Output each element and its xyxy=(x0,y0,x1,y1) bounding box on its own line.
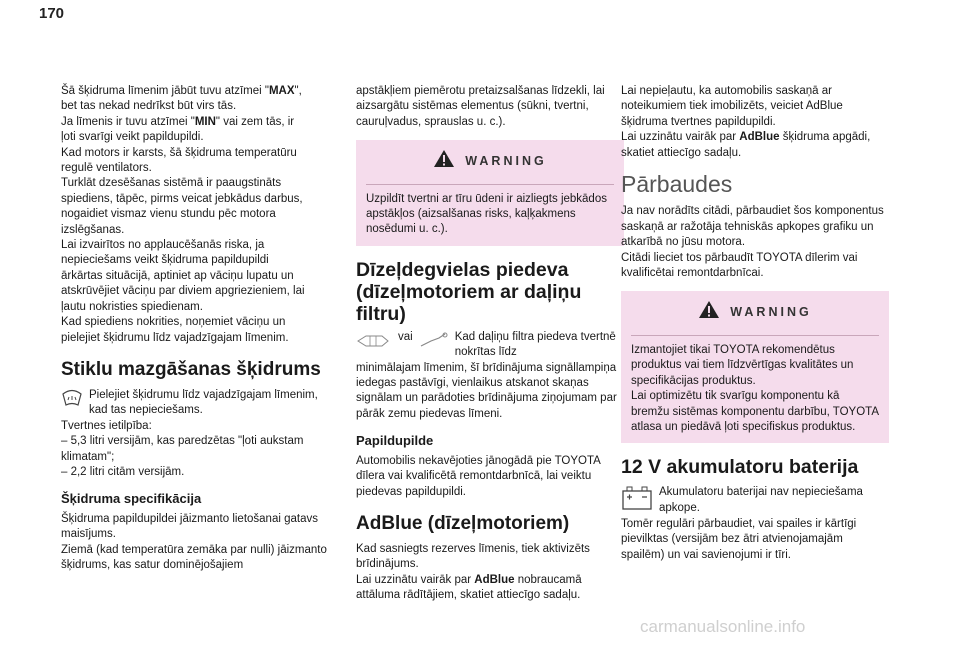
adblue-text-2: Lai uzzinātu vairāk par AdBlue nobraucamā attāluma rādītājiem, skatiet attiecīgo sadaļu. xyxy=(356,573,582,602)
adblue-text-1: Kad sasniegts rezerves līmenis, tiek aktivizēts brīdinājums. xyxy=(356,542,590,571)
washer-icon-text: Pielejiet šķidrumu līdz vajadzīgajam līmenim, kad tas nepieciešams. xyxy=(89,388,318,417)
battery-icon-text: Akumulatoru baterijai nav nepieciešama apkope. xyxy=(659,486,863,514)
additive-warning-icon xyxy=(419,332,449,355)
or-text: vai xyxy=(398,330,413,343)
refill-text: Automobilis nekavējoties jānogādā pie TOYOTA dīlera vai kvalificētā remontdarbnīcā, lai veiktu piedevas papildupildi. xyxy=(356,454,601,498)
bold-level-mark: MIN xyxy=(194,115,216,128)
capacity-item-1: – 5,3 litri versijām, kas paredzētas "ļoti aukstam klimatam"; xyxy=(61,435,304,463)
warning-box-washer xyxy=(356,140,624,246)
fluid-spec-text: Šķidruma papildupildei jāizmanto lietošanai gatavs maisījums. Ziemā (kad temperatūra zemāka par nulli) jāizmanto šķidrums, kas satur dominējošajiem xyxy=(61,512,327,571)
windshield-washer-icon xyxy=(61,388,83,413)
column-3 xyxy=(621,84,889,563)
column-2 xyxy=(356,84,624,604)
washer-fluid-heading: Stiklu mazgāšanas šķidrums xyxy=(61,358,321,380)
diesel-icon-row xyxy=(356,332,624,361)
fluid-spec-heading: Šķidruma specifikācija xyxy=(61,491,202,507)
warning-label: WARNING xyxy=(730,304,812,319)
page-number: 170 xyxy=(39,5,65,22)
adblue-heading: AdBlue (dīzeļmotoriem) xyxy=(356,512,570,534)
warning-label: WARNING xyxy=(465,153,547,168)
checks-text: Ja nav norādīts citādi, pārbaudiet šos komponentus saskaņā ar ražotāja tehniskās apkopes grafiku un atkarībā no jūsu motora. Citādi lieciet tos pārbaudīt TOYOTA dīlerim vai kvalificētai remontdarbnīcai. xyxy=(621,205,884,280)
warning-text: Izmantojiet tikai TOYOTA rekomendētus produktus vai tiem līdzvērtīgas kvalitātes un specifikācijas produktus. Lai optimizētu tik svarīgu komponentu kā bremžu sistēmas komponentu darbību, TOYOTA atlasa un piedāvā ļoti specifiskus produktus. xyxy=(631,343,879,433)
battery-text: Tomēr regulāri pārbaudiet, vai spailes ir kārtīgi pievilktas (versijām bez ātri atvienojamajām spailēm) un vai savienojumi ir tīri. xyxy=(621,517,857,561)
adblue-supply-text: Lai uzzinātu vairāk par AdBlue šķidruma apgādi, skatiet attiecīgo sadaļu. xyxy=(621,131,871,159)
checks-heading: Pārbaudes xyxy=(621,171,733,198)
diesel-additive-heading: Dīzeļdegvielas piedeva (dīzeļmotoriem ar daļiņu filtru) xyxy=(356,258,582,325)
watermark: carmanualsonline.info xyxy=(640,617,806,636)
bold-level-mark: MAX xyxy=(268,85,295,97)
battery-icon xyxy=(621,485,653,516)
capacity-item-2: – 2,2 litri citām versijām. xyxy=(61,465,185,478)
column-1 xyxy=(61,84,329,573)
warning-triangle-icon xyxy=(698,300,720,324)
battery-icon-row xyxy=(621,485,889,516)
refill-heading: Papildupilde xyxy=(356,433,434,449)
warning-triangle-icon xyxy=(433,149,455,173)
intro-paragraph: Šā šķidruma līmenim jābūt tuvu atzīmei "MAX", bet tas nekad nedrīkst būt virs tās. Ja līmenis ir tuvu atzīmei "MIN" vai zem tās, ir ļoti svarīgi veikt papildupildi. Kad motors ir karsts, šā šķidruma temperatūru regulē ventilators. Turklāt dzesēšanas sistēmā ir paaugstināts spiediens, tāpēc, pirms veicat jebkādus darbus, nogaidiet vismaz vienu stundu pēc motora izslēgšanas. Lai izvairītos no applaucēšanās riska, ja nepieciešams veikt šķidruma papildupildi ārkārtas situācijā, aptiniet ap vāciņu lupatu un atskrūvējiet vāciņu par diviem apgriezieniem, lai ļautu nokristies spiedienam. Kad spiediens nokrities, noņemiet vāciņu un pielejiet šķidrumu līdz vajadzīgajam līmenim. xyxy=(61,85,305,344)
washer-icon-row xyxy=(61,388,329,419)
adblue-refill-text: Lai nepieļautu, ka automobilis saskaņā ar noteikumiem tiek imobilizēts, veiciet AdBlue šķidruma tvertnes papildupildi. xyxy=(621,85,843,128)
diesel-text: minimālajam līmenim, šī brīdinājuma signāllampiņa iedegas pastāvīgi, vienlaikus atskanot skaņas signālam un parādoties brīdinājuma ziņojumam par pārāk zemu piedevas līmeni. xyxy=(356,361,617,420)
fuel-filter-icon xyxy=(356,332,392,355)
warning-text: Uzpildīt tvertni ar tīru ūdeni ir aizliegts jebkādos apstākļos (aizsalšanas risks, kaļķakmens nosēdumi u. c.). xyxy=(366,192,607,236)
tank-capacity-label: Tvertnes ietilpība: xyxy=(61,419,152,432)
warning-box-products xyxy=(621,291,889,443)
diesel-icon-text: Kad daļiņu filtra piedeva tvertnē nokrītas līdz xyxy=(454,330,616,359)
battery-heading: 12 V akumulatoru baterija xyxy=(621,456,859,479)
continued-text: apstākļiem piemērotu pretaizsalšanas līdzekli, lai aizsargātu sistēmas elementus (sūkni, tvertni, cauruļvadus, sprauslas u. c.). xyxy=(356,85,605,128)
